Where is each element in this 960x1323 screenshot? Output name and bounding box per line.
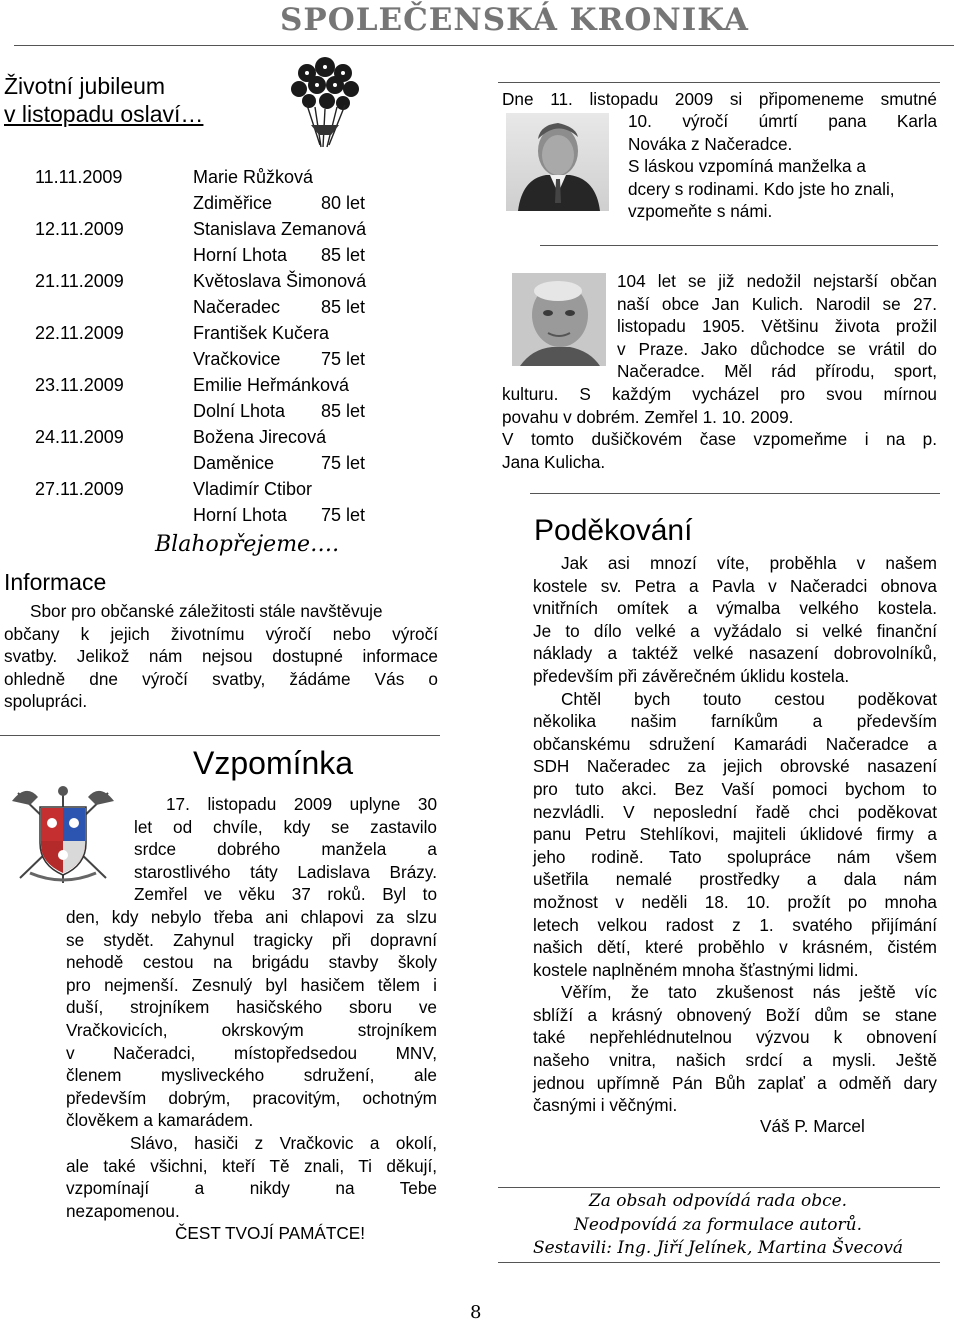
podekovani-signature: Váš P. Marcel xyxy=(760,1116,865,1136)
portrait-photo-novak xyxy=(506,113,609,211)
credits-line: Sestavili: Ing. Jiří Jelínek, Martina Švecová xyxy=(532,1238,904,1258)
jubilee-place-row xyxy=(193,346,368,372)
text-line: svatby. Jelikož nám nejsou dostupné informace xyxy=(4,646,438,667)
text-line: duší, strojníkem hasičského sboru ve xyxy=(66,997,437,1018)
text-line: Věřím, že tato zkušenost nás ještě víc xyxy=(561,982,937,1003)
section-rule xyxy=(540,245,938,246)
jubilee-date: 24.11.2009 xyxy=(35,427,124,447)
text-line: v Načeradci, místopředsedou MNV, xyxy=(66,1042,437,1063)
jubilee-place: Dolní Lhota xyxy=(193,401,286,421)
jubilee-title-line1: Životní jubileum xyxy=(4,73,166,99)
jubilee-date: 23.11.2009 xyxy=(35,375,124,395)
text-line: 17. listopadu 2009 uplyne 30 xyxy=(166,794,437,814)
text-line: členem mysliveckého sdružení, ale xyxy=(66,1065,437,1086)
jubilee-name: Emilie Heřmánková xyxy=(193,375,350,395)
header-rule xyxy=(14,45,954,46)
jubilee-place: Vračkovice xyxy=(193,349,281,369)
novak-text-first: Dne 11. listopadu 2009 si připomeneme smutné xyxy=(502,89,937,109)
credits-block xyxy=(498,1190,938,1261)
kulich-text-wide xyxy=(502,383,937,473)
text-line: kostele naplněném mnoha šťastnými lidmi. xyxy=(533,959,859,980)
jubilee-date: 21.11.2009 xyxy=(35,271,124,291)
text-line: 104 let se již nedožil nejstarší občan xyxy=(617,271,937,291)
text-line: pro nejmenší. Zesnulý byl hasičem tělem i xyxy=(66,974,437,995)
text-line: pro tuto akci. Bez Vaší pomoci bychom to xyxy=(533,778,937,799)
text-line: časnými i věčnými. xyxy=(533,1095,678,1116)
text-line: jednou upřímně Pán Bůh zaplať a odměň dary xyxy=(533,1072,937,1093)
text-line: ohledně dne výročí svatby, žádáme Vás o xyxy=(4,668,438,689)
text-line: SDH Načeradec za jejich obrovské nasazení xyxy=(533,756,937,777)
text-line: našeho vnitra, našich srdcí a mysli. Ještě xyxy=(533,1050,937,1071)
text-line: našich dětí, které proběhlo v krásném, čistém xyxy=(533,937,937,958)
jubilee-place-row xyxy=(193,450,368,476)
jubilee-place: Daměnice xyxy=(193,453,275,473)
text-line: nezapomenou. xyxy=(66,1200,180,1221)
jubilee-place: Zdiměřice xyxy=(193,193,273,213)
jubilee-date: 22.11.2009 xyxy=(35,323,124,343)
text-line: Sbor pro občanské záležitosti stále navštěvuje xyxy=(30,601,383,621)
text-line: Nováka z Načeradce. xyxy=(628,133,793,154)
text-line: vnitřních omítek a výmalba velkého kostela. xyxy=(533,598,937,619)
jubilee-place-row xyxy=(193,502,368,528)
vzpominka-heading: Vzpomínka xyxy=(193,745,354,781)
text-line: 10. výročí úmrtí pana Karla xyxy=(628,111,937,131)
text-line: ušetřila nemalé prostředky a dala nám xyxy=(533,869,937,890)
section-rule xyxy=(498,1262,940,1263)
vzpominka-text-narrow xyxy=(134,793,437,906)
section-rule xyxy=(498,82,940,83)
text-line: Slávo, hasiči z Vračkovic a okolí, xyxy=(130,1132,437,1153)
text-line: povahu v dobrém. Zemřel 1. 10. 2009. xyxy=(502,406,794,427)
text-line: Vračkovicích, okrskovým strojníkem xyxy=(66,1019,437,1040)
podekovani-heading: Poděkování xyxy=(534,514,693,547)
text-line: Chtěl bych touto cestou poděkovat xyxy=(561,688,937,709)
jubilee-title xyxy=(4,72,203,128)
jubilee-age: 85 let xyxy=(321,401,366,421)
jubilee-place: Horní Lhota xyxy=(193,245,288,265)
text-line: občany k jejich životnímu výročí nebo výročí xyxy=(4,623,438,644)
text-line: vzpomínají a nikdy na Tebe xyxy=(66,1178,437,1199)
jubilee-place-row xyxy=(193,398,368,424)
text-line: možnost v neděli 18. 10. prožít po mnoha xyxy=(533,891,937,912)
text-line: ale také všichni, kteří Tě znali, Ti děkují, xyxy=(66,1155,437,1176)
text-line: v Praze. Jako důchodce se vrátil do xyxy=(617,338,937,359)
jubilee-name: Stanislava Zemanová xyxy=(193,219,367,239)
jubilee-age: 80 let xyxy=(321,193,366,213)
text-line: vzpomeňte s námi. xyxy=(628,201,773,222)
jubilee-place-row xyxy=(193,190,368,216)
text-line: V tomto dušičkovém čase vzpomeňme i na p. xyxy=(502,429,937,450)
text-line: Zemřel ve věku 37 roků. Byl to xyxy=(134,884,437,905)
section-rule xyxy=(0,735,440,736)
kulich-text-narrow xyxy=(617,270,937,383)
jubilee-place: Načeradec xyxy=(193,297,281,317)
jubilee-name: František Kučera xyxy=(193,323,330,343)
text-line: také nepřehlédnutelnou výzvou k obnovení xyxy=(533,1027,937,1048)
jubilee-name: Marie Růžková xyxy=(193,167,314,187)
page-number: 8 xyxy=(470,1302,482,1323)
firefighter-emblem-icon xyxy=(8,783,118,888)
text-line: několika našim farníkům a především xyxy=(533,711,937,732)
text-line: náklady a taktéž velké nasazení dobrovolníků, xyxy=(533,643,937,664)
jubilee-age: 85 let xyxy=(321,245,366,265)
jubilee-name: Květoslava Šimonová xyxy=(193,271,367,291)
informace-text xyxy=(4,600,438,713)
jubilee-name: Božena Jirecová xyxy=(193,427,327,447)
text-line: nehodě cestou na brigádu stavby školy xyxy=(66,952,437,973)
jubilee-place: Horní Lhota xyxy=(193,505,288,525)
text-line: občanskému sdružení Kamarádi Načeradce a xyxy=(533,733,937,754)
jubilee-title-line2: v listopadu oslaví… xyxy=(4,101,204,127)
jubilee-age: 85 let xyxy=(321,297,366,317)
text-line: Načeradce. Měl rád přírodu, sport, xyxy=(617,361,937,382)
jubilee-date: 12.11.2009 xyxy=(35,219,124,239)
jubilee-place-row xyxy=(193,242,368,268)
text-line: letech velkou radost z 1. svatého přijímání xyxy=(533,914,937,935)
credits-line: Za obsah odpovídá rada obce. xyxy=(588,1191,848,1211)
text-line: S láskou vzpomíná manželka a xyxy=(628,156,866,177)
text-line: jeho rodině. Tato spolupráce nám všem xyxy=(533,846,937,867)
section-rule xyxy=(498,1187,940,1188)
text-line: především dobrým, pracovitým, ochotným xyxy=(66,1087,437,1108)
jubilee-age: 75 let xyxy=(321,505,366,525)
text-line: listopadu 1905. Většinu života prožil xyxy=(617,316,937,337)
text-line: Jana Kulicha. xyxy=(502,451,606,472)
text-line: kulturu. S každým vycházel pro svou mírnou xyxy=(502,384,937,404)
text-line: let od chvíle, kdy se zastavilo xyxy=(134,816,437,837)
text-line: panu Petru Stehlíkovi, majiteli úklidové firmy a xyxy=(533,824,937,845)
podekovani-text xyxy=(533,552,937,1117)
informace-heading: Informace xyxy=(4,569,107,595)
jubilee-date: 11.11.2009 xyxy=(35,167,123,187)
text-line: sblíží a krásný obnovený Boží dům se stane xyxy=(533,1004,937,1025)
text-line: Jak asi mnozí víte, proběhla v našem xyxy=(561,553,937,573)
congratulations-text: Blahopřejeme…. xyxy=(155,532,340,557)
text-line: den, kdy nebylo třeba ani chlapovi za slzu xyxy=(66,907,437,927)
text-line: Je to dílo velké a vyžádalo si velké finanční xyxy=(533,620,937,641)
text-line: dcery s rodinami. Kdo jste ho znali, xyxy=(628,178,895,199)
flower-bouquet-icon xyxy=(285,55,365,150)
text-line: především při závěrečném úklidu kostela. xyxy=(533,665,850,686)
text-line: nezvládli. V neposlední řadě chci poděkovat xyxy=(533,801,937,822)
section-rule xyxy=(530,493,940,494)
jubilee-name: Vladimír Ctibor xyxy=(193,479,313,499)
jubilee-age: 75 let xyxy=(321,453,366,473)
text-line: se stydět. Zahynul tragicky při dopravní xyxy=(66,929,437,950)
text-line: spolupráci. xyxy=(4,691,88,712)
jubilee-date: 27.11.2009 xyxy=(35,479,124,499)
text-line: srdce dobrého manžela a xyxy=(134,839,437,860)
text-line: kostele sv. Petra a Pavla v Načeradci obnova xyxy=(533,575,937,596)
novak-text xyxy=(628,110,937,223)
jubilee-age: 75 let xyxy=(321,349,366,369)
text-line: naší obce Jan Kulich. Narodil se 27. xyxy=(617,293,937,314)
text-line: člověkem a kamarádem. xyxy=(66,1110,254,1131)
portrait-photo-kulich xyxy=(512,273,606,366)
page-header-title: SPOLEČENSKÁ KRONIKA xyxy=(280,2,749,38)
credits-line: Neodpovídá za formulace autorů. xyxy=(573,1214,863,1235)
jubilee-place-row xyxy=(193,294,368,320)
vzpominka-text-wide xyxy=(66,906,437,1222)
text-line: starostlivého táty Ladislava Brázy. xyxy=(134,861,437,882)
vzpominka-closing: ČEST TVOJÍ PAMÁTCE! xyxy=(175,1223,366,1243)
